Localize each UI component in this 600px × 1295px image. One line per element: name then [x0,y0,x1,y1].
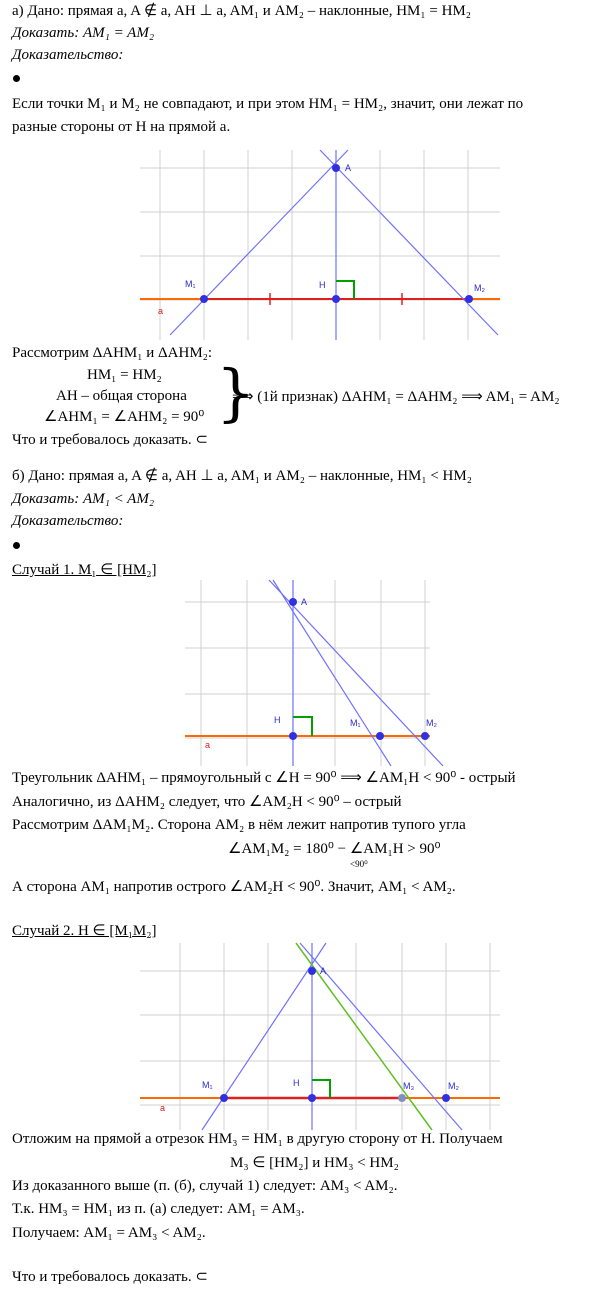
svg-text:H: H [319,280,326,290]
condition-1: HM₁ = HM₂ [87,367,162,383]
point-m2 [421,732,429,740]
bullet [13,75,20,82]
svg-text:M₂: M₂ [448,1081,459,1091]
svg-text:a: a [205,740,211,750]
svg-text:A: A [345,163,352,173]
proof-label-a: Доказательство: [12,47,124,63]
point-m1 [220,1094,228,1102]
conclusion-a: ⟹ (1й признак) ΔAHM₁ = ΔAHM₂ ⟹ AM₁ = AM₂ [232,389,560,405]
prove-a: Доказать: AM₁ = AM₂ [12,25,155,41]
point-a [289,598,297,606]
figure-b1 [185,580,437,766]
svg-text:H: H [274,715,281,725]
system-brace: } [216,356,256,429]
svg-text:M₃: M₃ [403,1081,415,1091]
proof-label-b: Доказательство: [12,513,124,529]
figure-b2 [140,943,500,1130]
point-a [332,164,340,172]
case2-line4: Т.к. HM₃ = HM₁ из п. (а) следует: AM₁ = AM₃. [12,1201,305,1217]
case2-line2: M₃ ∈ [HM₂] и HM₃ < HM₂ [230,1155,399,1171]
svg-text:H: H [293,1078,300,1088]
prove-b: Доказать: AM₁ < AM₂ [12,491,155,507]
svg-text:A: A [301,597,308,607]
svg-text:M₂: M₂ [474,283,485,293]
formula-underbrace-label: <90⁰ [350,859,368,869]
case1-line3: Рассмотрим ΔAM₁M₂. Сторона AM₂ в нём лежит напротив тупого угла [12,817,466,833]
svg-text:a: a [160,1103,166,1113]
case2-line1: Отложим на прямой a отрезок HM₃ = HM₁ в другую сторону от H. Получаем [12,1131,503,1147]
right-angle-mark [293,717,312,736]
qed-a: Что и требовалось доказать. ⊂ [12,432,208,448]
point-m3 [398,1094,406,1102]
case1-line4: А сторона AM₁ напротив острого ∠AM₂H < 90⁰. Значит, AM₁ < AM₂. [12,879,456,895]
point-h [332,295,340,303]
svg-text:a: a [158,306,164,316]
line-am1 [170,150,348,335]
point-m1 [376,732,384,740]
condition-2: AH – общая сторона [56,388,187,404]
given-a: а) Дано: прямая a, A ∉ a, AH ⊥ a, AM₁ и AM₂ – наклонные, HM₁ = HM₂ [12,3,471,19]
condition-3: ∠AHM₁ = ∠AHM₂ = 90⁰ [44,409,205,425]
line-am2 [320,150,498,335]
case2-title: Случай 2. H ∈ [M₁M₂] [12,923,157,939]
svg-text:M₁: M₁ [202,1080,213,1090]
point-m2 [465,295,473,303]
svg-text:M₁: M₁ [185,279,196,289]
case2-line3: Из доказанного выше (п. (б), случай 1) следует: AM₃ < AM₂. [12,1178,398,1194]
grid [185,580,430,766]
case1-line1: Треугольник ΔAHM₁ – прямоугольный с ∠H = 90⁰ ⟹ ∠AM₁H < 90⁰ - острый [12,770,516,786]
case2-line5: Получаем: AM₁ = AM₃ < AM₂. [12,1225,206,1241]
point-m2 [442,1094,450,1102]
qed-b: Что и требовалось доказать. ⊂ [12,1269,208,1285]
point-h [289,732,297,740]
case1-formula: ∠AM₁M₂ = 180⁰ − ∠AM₁H > 90⁰ [228,841,441,857]
case1-line2: Аналогично, из ΔAHM₂ следует, что ∠AM₂H < 90⁰ – острый [12,794,402,810]
bullet [13,542,20,549]
statement-line-1: Если точки M₁ и M₂ не совпадают, и при этом HM₁ = HM₂, значит, они лежат по [12,96,524,112]
case1-title: Случай 1. M₁ ∈ [HM₂] [12,562,157,578]
given-b: б) Дано: прямая a, A ∉ a, AH ⊥ a, AM₁ и AM₂ – наклонные, HM₁ < HM₂ [12,468,472,484]
statement-line-2: разные стороны от H на прямой a. [12,119,231,135]
svg-text:A: A [320,966,327,976]
consider-line: Рассмотрим ΔAHM₁ и ΔAHM₂: [12,345,213,361]
svg-text:M₁: M₁ [350,718,361,728]
point-a [308,967,316,975]
figure-a [140,150,500,340]
point-m1 [200,295,208,303]
point-h [308,1094,316,1102]
svg-text:M₂: M₂ [426,718,437,728]
